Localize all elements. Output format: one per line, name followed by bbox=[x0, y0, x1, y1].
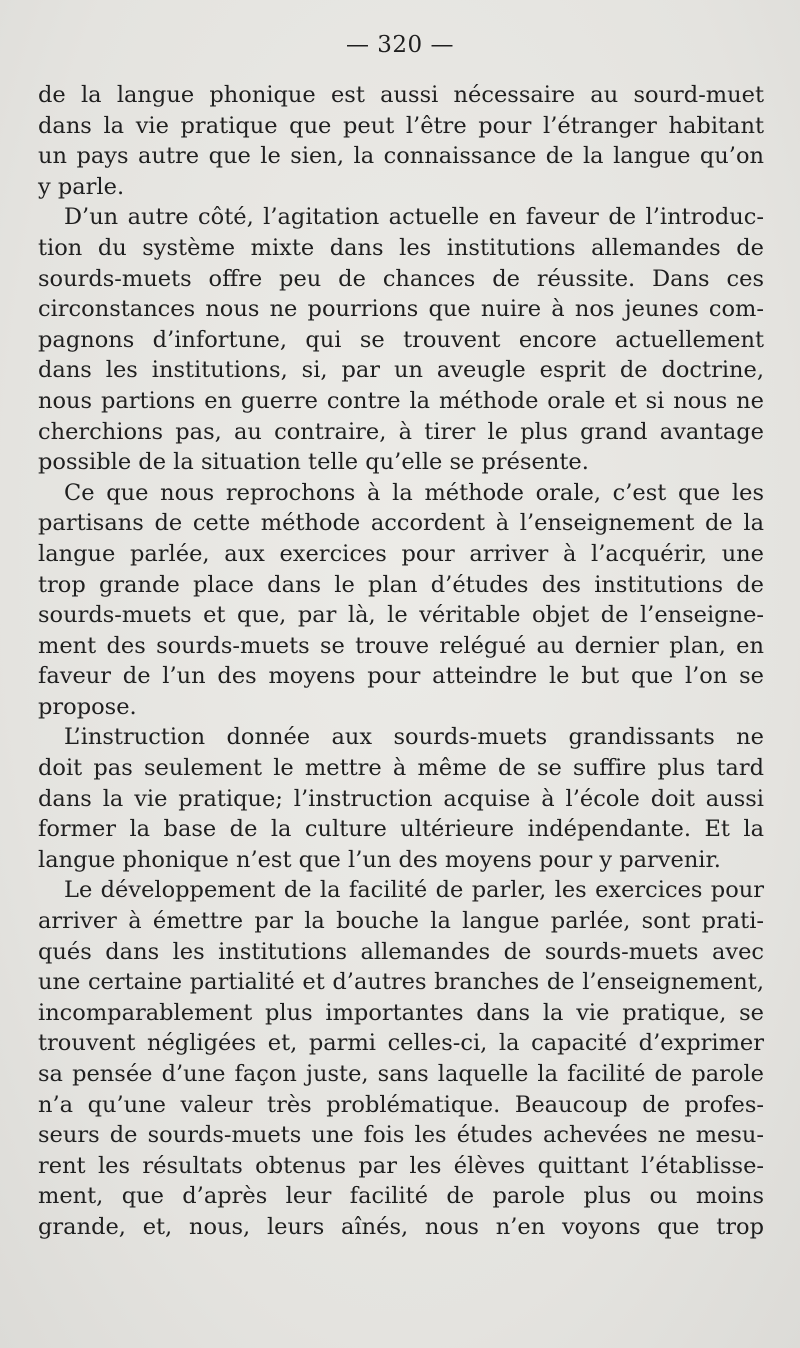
text-line: seurs de sourds-muets une fois les études achevées ne mesu- bbox=[38, 1122, 764, 1149]
text-line: y parle. bbox=[38, 173, 125, 200]
page-number: — 320 — bbox=[345, 32, 455, 58]
text-line: ment, que d’après leur facilité de parole plus ou moins bbox=[38, 1183, 764, 1210]
text-line: langue parlée, aux exercices pour arriver à l’acquérir, une bbox=[38, 540, 764, 567]
text-line: dans la vie pratique que peut l’être pour l’étranger habitant bbox=[38, 112, 764, 139]
text-line: pagnons d’infortune, qui se trouvent encore actuellement bbox=[38, 326, 764, 353]
text-line: rent les résultats obtenus par les élèves quittant l’établisse- bbox=[38, 1152, 764, 1179]
text-line: sourds-muets et que, par là, le véritable objet de l’enseigne- bbox=[38, 602, 764, 629]
text-line: circonstances nous ne pourrions que nuire à nos jeunes com- bbox=[38, 296, 764, 323]
text-line: Le développement de la facilité de parler, les exercices pour bbox=[64, 877, 764, 904]
text-line: possible de la situation telle qu’elle se présente. bbox=[38, 449, 589, 476]
text-line: incomparablement plus importantes dans la vie pratique, se bbox=[38, 999, 764, 1026]
text-line: qués dans les institutions allemandes de sourds-muets avec bbox=[38, 938, 764, 965]
body-text bbox=[38, 80, 764, 1243]
text-line: former la base de la culture ultérieure indépendante. Et la bbox=[38, 816, 764, 843]
text-line: D’un autre côté, l’agitation actuelle en faveur de l’introduc- bbox=[64, 204, 764, 231]
text-line: un pays autre que le sien, la connaissance de la langue qu’on bbox=[38, 143, 764, 170]
text-line: de la langue phonique est aussi nécessaire au sourd-muet bbox=[38, 82, 764, 108]
text-line: Ce que nous reprochons à la méthode orale, c’est que les bbox=[64, 479, 764, 506]
paragraph bbox=[38, 202, 764, 477]
text-line: sourds-muets offre peu de chances de réussite. Dans ces bbox=[38, 265, 764, 292]
text-line: L’instruction donnée aux sourds-muets grandissants ne bbox=[64, 724, 764, 751]
text-line: propose. bbox=[38, 693, 137, 720]
text-line: trop grande place dans le plan d’études des institutions de bbox=[38, 571, 764, 598]
paragraph bbox=[38, 80, 764, 202]
text-line: nous partions en guerre contre la méthode orale et si nous ne bbox=[38, 387, 764, 414]
text-line: tion du système mixte dans les institutions allemandes de bbox=[38, 234, 764, 261]
paragraph bbox=[38, 722, 764, 875]
text-line: trouvent négligées et, parmi celles-ci, la capacité d’exprimer bbox=[38, 1030, 764, 1057]
text-line: grande, et, nous, leurs aînés, nous n’en voyons que trop bbox=[38, 1213, 764, 1240]
text-line: dans les institutions, si, par un aveugle esprit de doctrine, bbox=[38, 357, 764, 384]
text-line: faveur de l’un des moyens pour atteindre le but que l’on se bbox=[38, 663, 764, 690]
paragraph bbox=[38, 875, 764, 1242]
text-line: dans la vie pratique; l’instruction acquise à l’école doit aussi bbox=[38, 785, 764, 812]
paragraph bbox=[38, 478, 764, 723]
text-line: sa pensée d’une façon juste, sans laquelle la facilité de parole bbox=[38, 1061, 764, 1087]
text-line: ment des sourds-muets se trouve relégué au dernier plan, en bbox=[38, 632, 764, 659]
text-line: partisans de cette méthode accordent à l’enseignement de la bbox=[38, 510, 764, 537]
text-line: n’a qu’une valeur très problématique. Beaucoup de profes- bbox=[38, 1091, 764, 1118]
text-line: arriver à émettre par la bouche la langue parlée, sont prati- bbox=[38, 908, 764, 935]
text-line: langue phonique n’est que l’un des moyens pour y parvenir. bbox=[38, 846, 721, 873]
text-line: doit pas seulement le mettre à même de se suffire plus tard bbox=[38, 755, 764, 782]
text-line: cherchions pas, au contraire, à tirer le plus grand avantage bbox=[38, 418, 764, 445]
text-line: une certaine partialité et d’autres branches de l’enseignement, bbox=[38, 969, 764, 996]
